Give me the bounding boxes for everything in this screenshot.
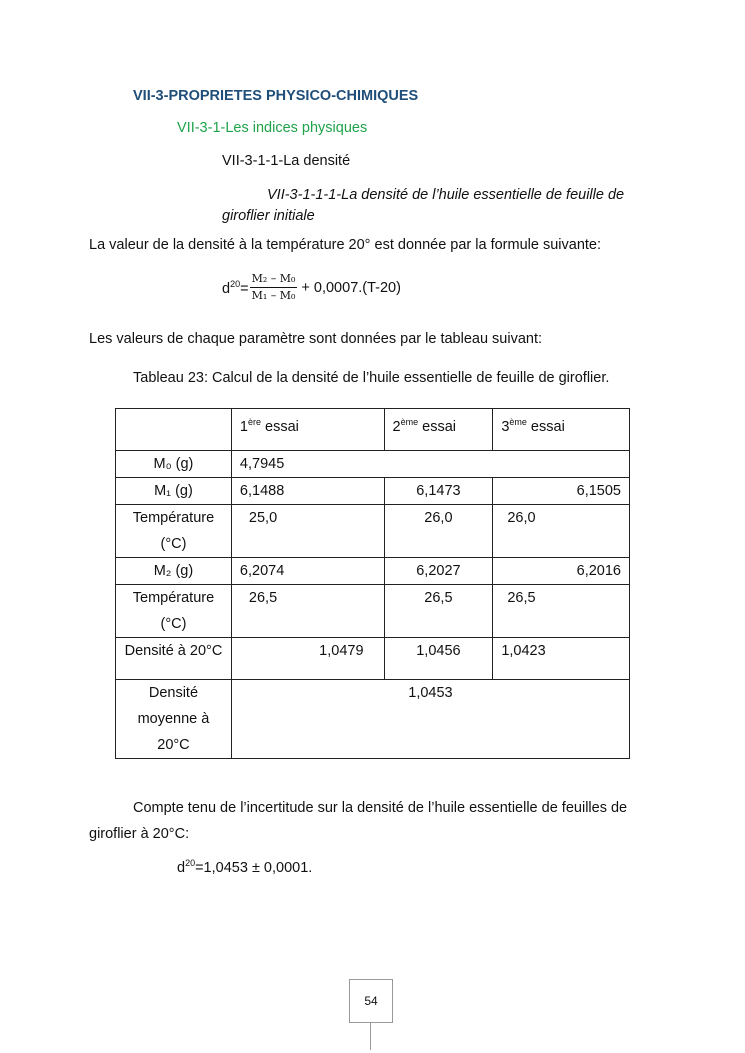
- row-label: M₂ (g): [116, 558, 232, 585]
- row-label: Densité à 20°C: [116, 638, 232, 680]
- subsubsubsection-heading: VII-3-1-1-1-La densité de l’huile essentielle de feuille de giroflier initiale: [222, 187, 625, 224]
- table-cell: 6,1505: [493, 478, 630, 505]
- table-cell: 26,0: [493, 505, 630, 558]
- row-label: Densité moyenne à 20°C: [116, 680, 232, 759]
- header-cell: 3ème essai: [493, 409, 630, 451]
- table-row: [116, 638, 630, 680]
- table-cell: 6,2074: [231, 558, 384, 585]
- table-intro-paragraph: Les valeurs de chaque paramètre sont données par le tableau suivant:: [89, 331, 543, 347]
- formula-intro-paragraph: La valeur de la densité à la température 20° est donnée par la formule suivante:: [89, 237, 602, 253]
- density-result: $d^{20}=1,0453 \pm 0,0001$.: [177, 858, 313, 876]
- table-row: [116, 558, 630, 585]
- page-number-line: [370, 1022, 371, 1050]
- density-formula: [222, 272, 401, 303]
- table-caption: Tableau 23: Calcul de la densité de l’huile essentielle de feuille de giroflier.: [133, 370, 610, 386]
- row-label: Température (°C): [116, 505, 232, 558]
- row-label: M₁ (g): [116, 478, 232, 505]
- header-cell: 2ème essai: [384, 409, 493, 451]
- table-cell: 26,5: [231, 585, 384, 638]
- mean-density-cell: 1,0453: [231, 680, 629, 759]
- table-row: [116, 478, 630, 505]
- table-cell: 1,0479: [231, 638, 384, 680]
- table-cell: 4,7945: [231, 451, 629, 478]
- table-row: [116, 585, 630, 638]
- table-row: [116, 451, 630, 478]
- header-empty-cell: [116, 409, 232, 451]
- subsection-heading: VII-3-1-Les indices physiques: [177, 120, 368, 136]
- page-number: 54: [349, 979, 393, 1023]
- subsubsection-heading: VII-3-1-1-La densité: [222, 153, 351, 169]
- conclusion-paragraph: Compte tenu de l’incertitude sur la densité de l’huile essentielle de feuilles de giroflier à 20°C:: [89, 800, 628, 842]
- table-cell: 6,2016: [493, 558, 630, 585]
- density-table: [115, 408, 630, 759]
- table-cell: 1,0423: [493, 638, 630, 680]
- formula-rest: + 0,0007.(T-20): [301, 279, 401, 296]
- formula-numerator: M₂ – M₀: [250, 272, 298, 288]
- row-label: Température (°C): [116, 585, 232, 638]
- table-row: [116, 680, 630, 759]
- table-row: [116, 505, 630, 558]
- formula-fraction: [250, 272, 298, 303]
- table-cell: 6,2027: [384, 558, 493, 585]
- row-label: M₀ (g): [116, 451, 232, 478]
- header-cell: 1ère essai: [231, 409, 384, 451]
- table-cell: 26,5: [384, 585, 493, 638]
- table-header-row: [116, 409, 630, 451]
- table-cell: 25,0: [231, 505, 384, 558]
- table-cell: 6,1473: [384, 478, 493, 505]
- formula-lhs: $d^{20}=$: [222, 278, 249, 297]
- section-heading: VII-3-PROPRIETES PHYSICO-CHIMIQUES: [133, 88, 419, 104]
- table-cell: 1,0456: [384, 638, 493, 680]
- table-cell: 6,1488: [231, 478, 384, 505]
- formula-denominator: M₁ – M₀: [251, 289, 296, 302]
- table-cell: 26,0: [384, 505, 493, 558]
- table-cell: 26,5: [493, 585, 630, 638]
